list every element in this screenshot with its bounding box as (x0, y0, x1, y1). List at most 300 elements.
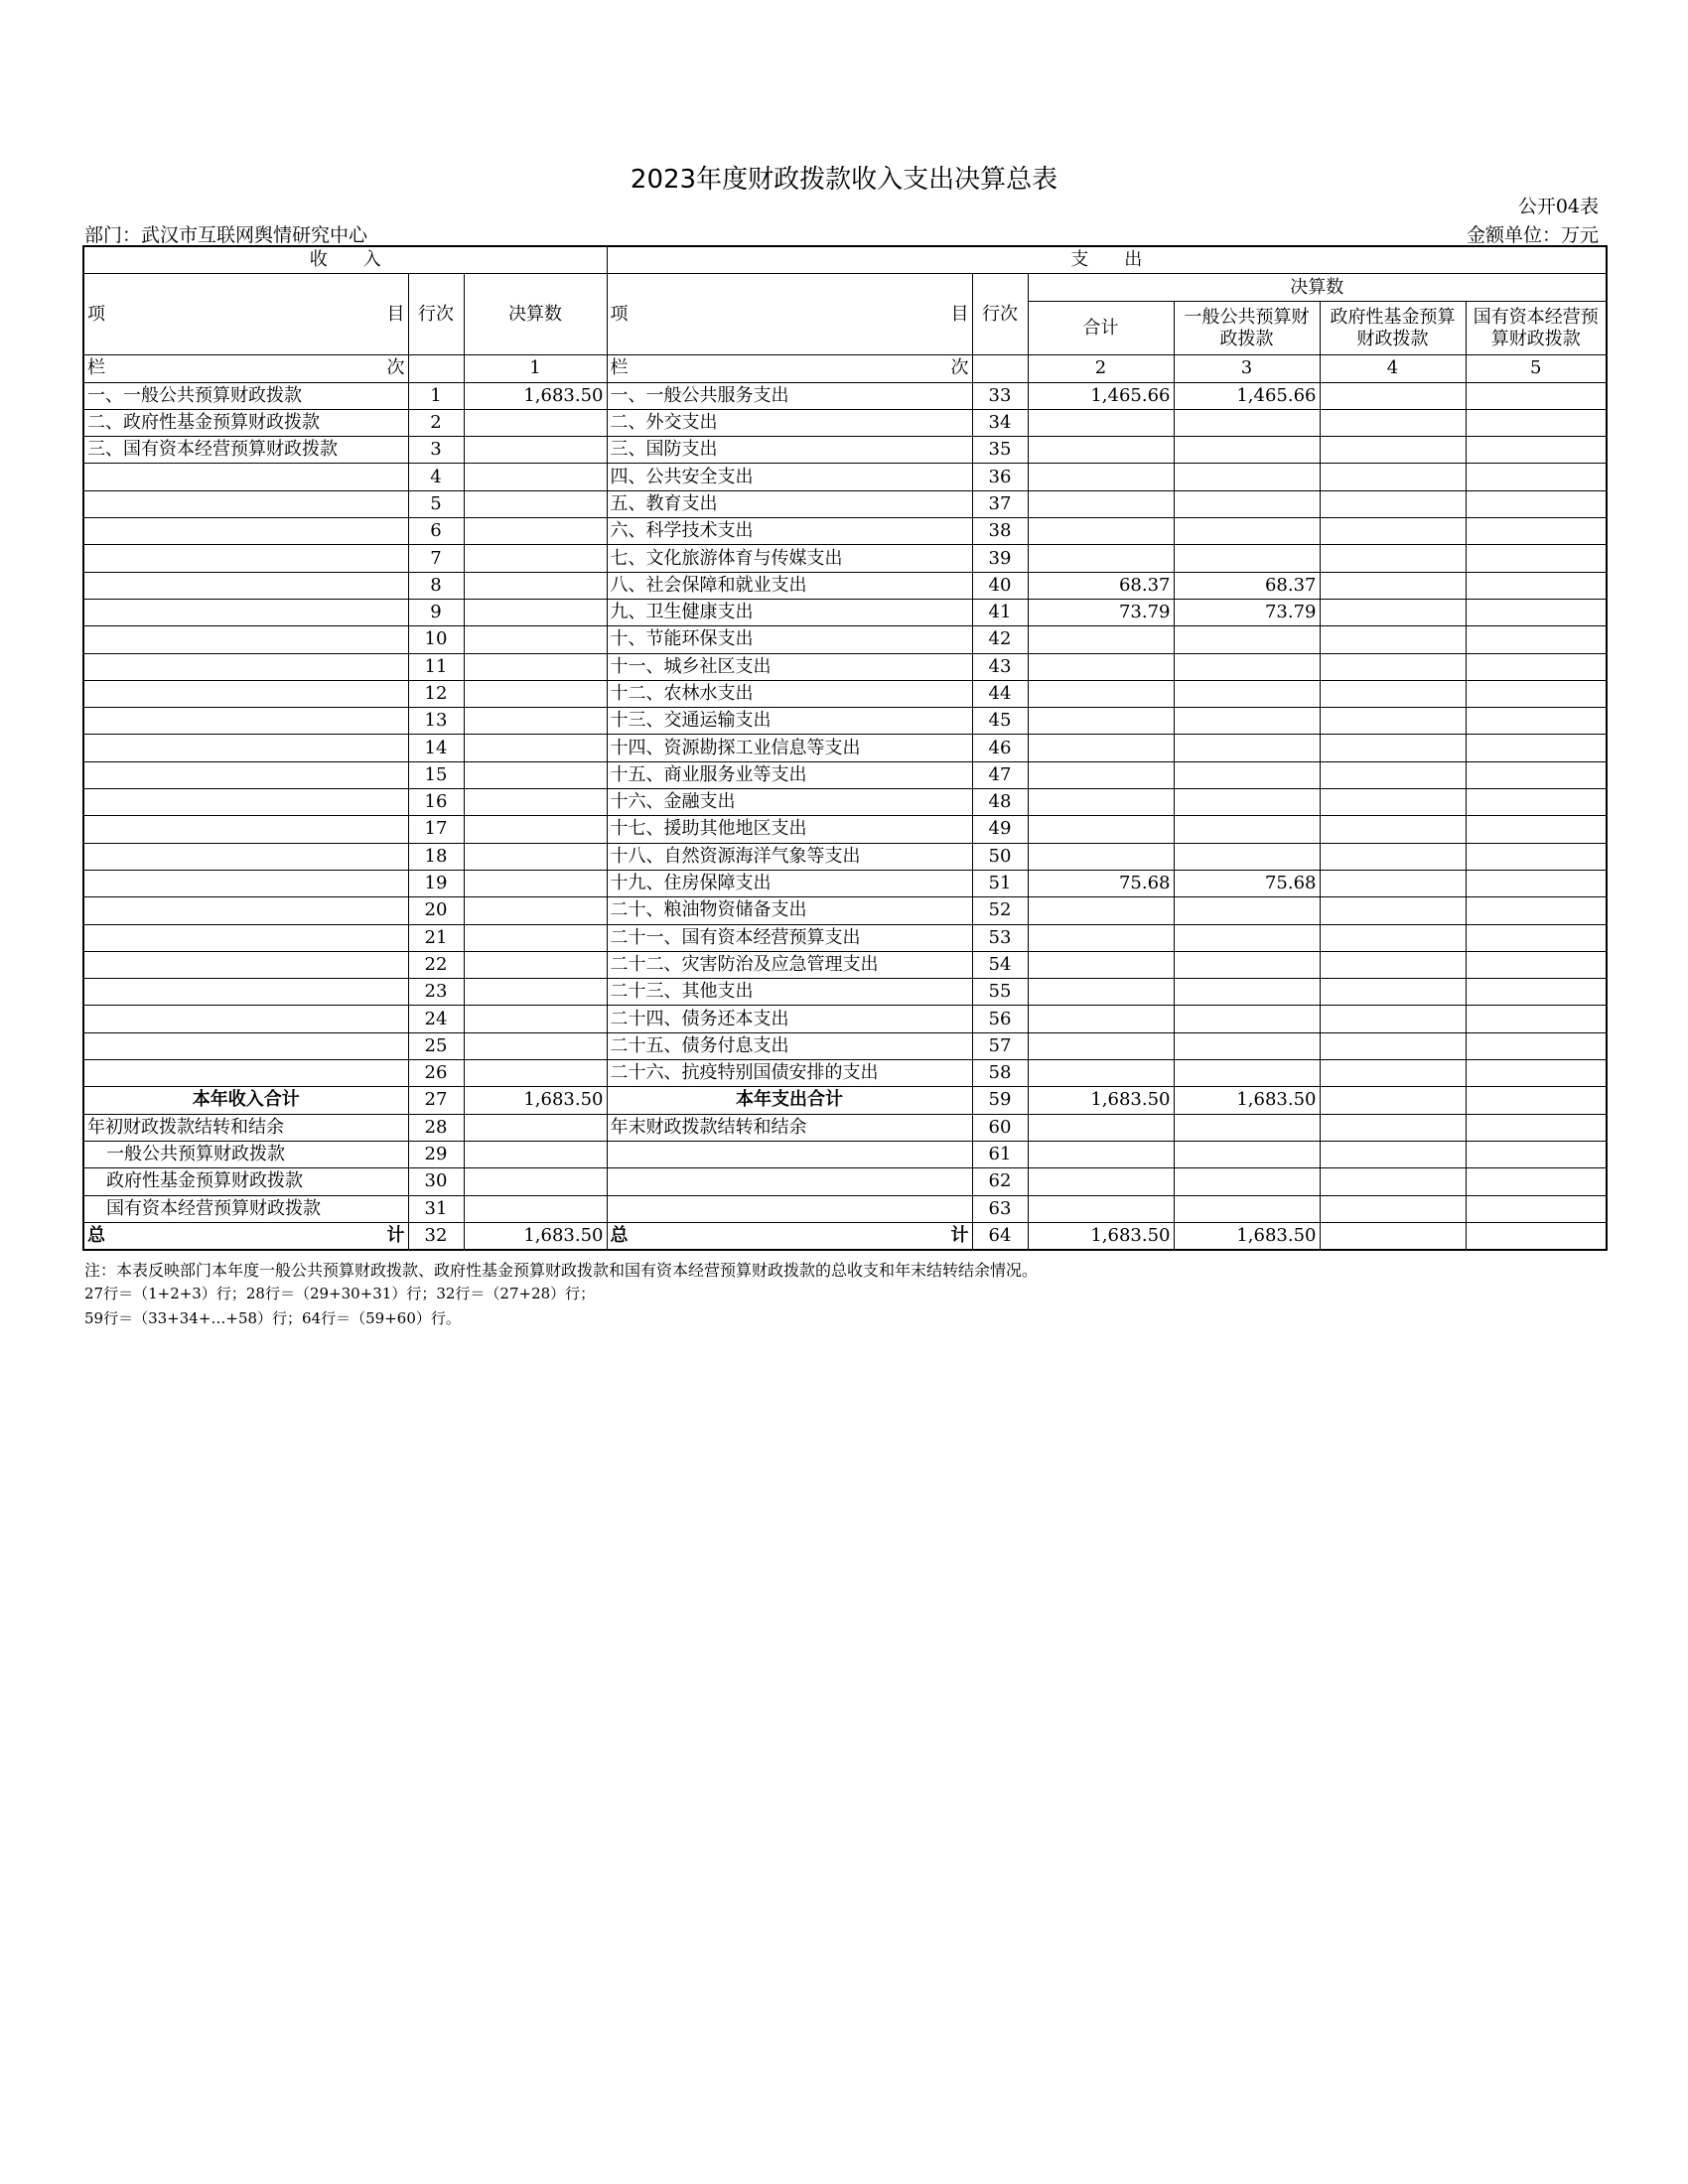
income-row-no: 5 (408, 490, 464, 517)
unit-label: 金额单位：万元 (1466, 224, 1599, 246)
income-item (83, 870, 408, 896)
table-row (83, 518, 1607, 545)
expense-row-no: 35 (972, 437, 1028, 464)
expense-general (1174, 951, 1320, 978)
income-item (83, 653, 408, 680)
expense-item: 四、公共安全支出 (607, 464, 972, 490)
grand-total-expense-label: 总 计 (607, 1222, 972, 1250)
income-item-header: 项 目 (83, 274, 408, 355)
income-row-no: 11 (408, 653, 464, 680)
expense-row-no: 64 (972, 1222, 1028, 1250)
income-amount (464, 626, 607, 653)
expense-item: 二十二、灾害防治及应急管理支出 (607, 951, 972, 978)
form-code: 公开04表 (1517, 196, 1599, 217)
expense-fund (1320, 680, 1466, 707)
income-row-no: 23 (408, 979, 464, 1006)
expense-total: 1,465.66 (1028, 382, 1174, 409)
income-row-no: 29 (408, 1141, 464, 1167)
table-row (83, 870, 1607, 896)
table-row (83, 924, 1607, 951)
carry-row (83, 1195, 1607, 1222)
expense-fund (1320, 979, 1466, 1006)
expense-general (1174, 518, 1320, 545)
income-item (83, 518, 408, 545)
income-item (83, 680, 408, 707)
expense-total (1028, 843, 1174, 870)
expense-row-no: 60 (972, 1114, 1028, 1141)
table-row (83, 951, 1607, 978)
expense-fund (1320, 490, 1466, 517)
page-title: 2023年度财政拨款收入支出决算总表 (630, 165, 1058, 195)
expense-total (1028, 979, 1174, 1006)
note-line-1: 注：本表反映部门本年度一般公共预算财政拨款、政府性基金预算财政拨款和国有资本经营预算财政拨款的总收支和年末结转结余情况。 (84, 1261, 1039, 1280)
income-amount (464, 1195, 607, 1222)
expense-row-no: 34 (972, 409, 1028, 436)
expense-total: 1,683.50 (1028, 1222, 1174, 1250)
expense-row-no: 52 (972, 897, 1028, 924)
income-item: 三、国有资本经营预算财政拨款 (83, 437, 408, 464)
expense-soe (1466, 680, 1607, 707)
expense-fund (1320, 1032, 1466, 1059)
income-item (83, 626, 408, 653)
expense-general (1174, 924, 1320, 951)
expense-soe (1466, 924, 1607, 951)
expense-header: 支 出 (607, 246, 1607, 274)
expense-total (1028, 816, 1174, 843)
expense-row-no: 36 (972, 464, 1028, 490)
expense-row-no: 41 (972, 599, 1028, 625)
expense-item: 十七、援助其他地区支出 (607, 816, 972, 843)
expense-general: 73.79 (1174, 599, 1320, 625)
expense-general (1174, 1006, 1320, 1032)
expense-empty (1466, 1195, 1607, 1222)
income-item (83, 897, 408, 924)
income-amount (464, 572, 607, 599)
expense-item: 六、科学技术支出 (607, 518, 972, 545)
income-row-no: 26 (408, 1060, 464, 1087)
income-amount (464, 490, 607, 517)
income-item: 政府性基金预算财政拨款 (83, 1168, 408, 1195)
expense-soe (1466, 1060, 1607, 1087)
income-amount (464, 653, 607, 680)
income-amount (464, 1060, 607, 1087)
expense-soe (1466, 518, 1607, 545)
income-row-no: 30 (408, 1168, 464, 1195)
year-expense-total-label: 本年支出合计 (607, 1087, 972, 1114)
expense-item: 十五、商业服务业等支出 (607, 761, 972, 788)
table-row (83, 1032, 1607, 1059)
expense-soe (1466, 1222, 1607, 1250)
expense-empty (1466, 1141, 1607, 1167)
income-amount (464, 437, 607, 464)
expense-row-no: 50 (972, 843, 1028, 870)
expense-total (1028, 545, 1174, 572)
expense-item: 十八、自然资源海洋气象等支出 (607, 843, 972, 870)
expense-empty (1320, 1141, 1466, 1167)
lan-ci-empty (972, 355, 1028, 382)
expense-row-no: 53 (972, 924, 1028, 951)
col-number-4: 4 (1320, 355, 1466, 382)
expense-total (1028, 518, 1174, 545)
income-item (83, 924, 408, 951)
income-amount (464, 1006, 607, 1032)
income-row-no: 21 (408, 924, 464, 951)
expense-general (1174, 464, 1320, 490)
income-row-no: 20 (408, 897, 464, 924)
expense-soe (1466, 382, 1607, 409)
income-item: 国有资本经营预算财政拨款 (83, 1195, 408, 1222)
expense-row-no: 54 (972, 951, 1028, 978)
income-amount (464, 897, 607, 924)
expense-total (1028, 789, 1174, 816)
income-item: 二、政府性基金预算财政拨款 (83, 409, 408, 436)
table-row (83, 979, 1607, 1006)
expense-row-no: 61 (972, 1141, 1028, 1167)
expense-empty (1174, 1168, 1320, 1195)
expense-total (1028, 1060, 1174, 1087)
expense-general (1174, 761, 1320, 788)
expense-soe (1466, 951, 1607, 978)
lan-ci-empty (408, 355, 464, 382)
income-amount (464, 680, 607, 707)
income-row-no: 17 (408, 816, 464, 843)
expense-item: 十、节能环保支出 (607, 626, 972, 653)
income-amount (464, 1114, 607, 1141)
income-item (83, 708, 408, 735)
expense-item (607, 1195, 972, 1222)
income-amount (464, 979, 607, 1006)
expense-fund (1320, 897, 1466, 924)
income-item (83, 843, 408, 870)
expense-row-no: 47 (972, 761, 1028, 788)
expense-row-no: 44 (972, 680, 1028, 707)
income-item (83, 979, 408, 1006)
income-amount (464, 843, 607, 870)
expense-general (1174, 437, 1320, 464)
expense-total (1028, 680, 1174, 707)
income-row-no: 32 (408, 1222, 464, 1250)
expense-item: 二十、粮油物资储备支出 (607, 897, 972, 924)
expense-fund (1320, 626, 1466, 653)
year-income-total-label: 本年收入合计 (83, 1087, 408, 1114)
col-soe-header: 国有资本经营预算财政拨款 (1466, 302, 1607, 355)
expense-soe (1466, 789, 1607, 816)
expense-fund (1320, 870, 1466, 896)
table-row (83, 708, 1607, 735)
expense-fund (1320, 653, 1466, 680)
expense-fund (1320, 843, 1466, 870)
expense-fund (1320, 924, 1466, 951)
expense-general (1174, 735, 1320, 761)
table-row (83, 599, 1607, 625)
table-row (83, 843, 1607, 870)
table-row (83, 680, 1607, 707)
income-row-no: 24 (408, 1006, 464, 1032)
expense-general (1174, 490, 1320, 517)
expense-total: 75.68 (1028, 870, 1174, 896)
carry-row (83, 1168, 1607, 1195)
expense-soe (1466, 626, 1607, 653)
expense-soe (1466, 572, 1607, 599)
income-amount (464, 761, 607, 788)
expense-general (1174, 979, 1320, 1006)
expense-row-no: 55 (972, 979, 1028, 1006)
expense-general: 75.68 (1174, 870, 1320, 896)
expense-empty (1028, 1195, 1174, 1222)
expense-fund (1320, 518, 1466, 545)
col-general-header: 一般公共预算财政拨款 (1174, 302, 1320, 355)
grand-total-row (83, 1222, 1607, 1250)
expense-row-no: 48 (972, 789, 1028, 816)
expense-empty (1320, 1195, 1466, 1222)
income-row-no: 27 (408, 1087, 464, 1114)
income-row-no: 2 (408, 409, 464, 436)
expense-item (607, 1141, 972, 1167)
budget-summary-table (82, 245, 1608, 1251)
income-row-no: 1 (408, 382, 464, 409)
expense-item: 七、文化旅游体育与传媒支出 (607, 545, 972, 572)
expense-general: 1,465.66 (1174, 382, 1320, 409)
expense-row-no: 33 (972, 382, 1028, 409)
expense-fund (1320, 816, 1466, 843)
expense-row-no: 46 (972, 735, 1028, 761)
income-item (83, 789, 408, 816)
carry-row (83, 1114, 1607, 1141)
income-row-no: 14 (408, 735, 464, 761)
income-row-no: 18 (408, 843, 464, 870)
expense-total (1028, 437, 1174, 464)
income-row-no: 28 (408, 1114, 464, 1141)
expense-total: 73.79 (1028, 599, 1174, 625)
expense-row-no: 51 (972, 870, 1028, 896)
table-row (83, 464, 1607, 490)
expense-soe (1466, 437, 1607, 464)
expense-total (1028, 761, 1174, 788)
income-item: 一般公共预算财政拨款 (83, 1141, 408, 1167)
year-total-row (83, 1087, 1607, 1114)
income-row-no: 7 (408, 545, 464, 572)
expense-fund (1320, 572, 1466, 599)
income-row-no: 25 (408, 1032, 464, 1059)
department-label: 部门：武汉市互联网舆情研究中心 (84, 224, 368, 246)
expense-total (1028, 490, 1174, 517)
expense-fund (1320, 708, 1466, 735)
expense-empty (1174, 1195, 1320, 1222)
income-row-no: 6 (408, 518, 464, 545)
expense-general (1174, 897, 1320, 924)
expense-soe (1466, 979, 1607, 1006)
income-item (83, 816, 408, 843)
income-item (83, 951, 408, 978)
table-row (83, 653, 1607, 680)
col-number-5: 5 (1466, 355, 1607, 382)
income-amount (464, 924, 607, 951)
expense-row-no: 56 (972, 1006, 1028, 1032)
expense-total (1028, 1032, 1174, 1059)
expense-fund (1320, 951, 1466, 978)
expense-soe (1466, 1087, 1607, 1114)
expense-item: 九、卫生健康支出 (607, 599, 972, 625)
table-row (83, 437, 1607, 464)
expense-item-header: 项 目 (607, 274, 972, 355)
expense-item: 年末财政拨款结转和结余 (607, 1114, 972, 1141)
expense-soe (1466, 653, 1607, 680)
expense-empty (1320, 1168, 1466, 1195)
expense-total (1028, 897, 1174, 924)
table-row (83, 735, 1607, 761)
expense-general (1174, 680, 1320, 707)
income-amount (464, 789, 607, 816)
expense-general (1174, 409, 1320, 436)
expense-fund (1320, 409, 1466, 436)
expense-total (1028, 464, 1174, 490)
expense-empty (1028, 1114, 1174, 1141)
expense-row-no: 39 (972, 545, 1028, 572)
expense-general: 68.37 (1174, 572, 1320, 599)
expense-item: 二十六、抗疫特别国债安排的支出 (607, 1060, 972, 1087)
table-row (83, 789, 1607, 816)
lan-ci-label: 栏 次 (607, 355, 972, 382)
income-item: 一、一般公共预算财政拨款 (83, 382, 408, 409)
table-row (83, 897, 1607, 924)
expense-fund (1320, 545, 1466, 572)
income-amount (464, 464, 607, 490)
expense-row-no: 62 (972, 1168, 1028, 1195)
table-row (83, 382, 1607, 409)
expense-row-no: 49 (972, 816, 1028, 843)
expense-item: 二十五、债务付息支出 (607, 1032, 972, 1059)
expense-soe (1466, 897, 1607, 924)
expense-fund (1320, 761, 1466, 788)
expense-empty (1028, 1141, 1174, 1167)
income-amount (464, 951, 607, 978)
expense-item: 十二、农林水支出 (607, 680, 972, 707)
expense-total (1028, 708, 1174, 735)
income-row-no-header: 行次 (408, 274, 464, 355)
expense-item (607, 1168, 972, 1195)
income-item (83, 490, 408, 517)
col-number-3: 3 (1174, 355, 1320, 382)
expense-soe (1466, 761, 1607, 788)
expense-item: 三、国防支出 (607, 437, 972, 464)
expense-soe (1466, 599, 1607, 625)
expense-soe (1466, 1006, 1607, 1032)
income-item (83, 1006, 408, 1032)
expense-item: 二、外交支出 (607, 409, 972, 436)
expense-empty (1174, 1114, 1320, 1141)
expense-total (1028, 951, 1174, 978)
expense-fund (1320, 1087, 1466, 1114)
grand-total-income-label: 总 计 (83, 1222, 408, 1250)
income-amount (464, 816, 607, 843)
income-item: 年初财政拨款结转和结余 (83, 1114, 408, 1141)
table-row (83, 761, 1607, 788)
income-item (83, 1060, 408, 1087)
table-row (83, 572, 1607, 599)
income-header: 收 入 (83, 246, 607, 274)
expense-soe (1466, 870, 1607, 896)
expense-general (1174, 708, 1320, 735)
expense-soe (1466, 464, 1607, 490)
expense-general (1174, 843, 1320, 870)
expense-total (1028, 735, 1174, 761)
income-row-no: 31 (408, 1195, 464, 1222)
expense-empty (1174, 1141, 1320, 1167)
expense-fund (1320, 437, 1466, 464)
income-item (83, 735, 408, 761)
income-item (83, 599, 408, 625)
expense-empty (1466, 1168, 1607, 1195)
expense-empty (1320, 1114, 1466, 1141)
expense-general (1174, 1060, 1320, 1087)
expense-fund (1320, 382, 1466, 409)
expense-item: 二十一、国有资本经营预算支出 (607, 924, 972, 951)
expense-soe (1466, 490, 1607, 517)
expense-soe (1466, 409, 1607, 436)
expense-total: 1,683.50 (1028, 1087, 1174, 1114)
table-row (83, 490, 1607, 517)
expense-total (1028, 924, 1174, 951)
expense-soe (1466, 1032, 1607, 1059)
expense-fund (1320, 1060, 1466, 1087)
expense-item: 二十三、其他支出 (607, 979, 972, 1006)
col-fund-header: 政府性基金预算财政拨款 (1320, 302, 1466, 355)
income-amount (464, 409, 607, 436)
expense-item: 十一、城乡社区支出 (607, 653, 972, 680)
lan-ci-label: 栏 次 (83, 355, 408, 382)
income-row-no: 9 (408, 599, 464, 625)
income-row-no: 19 (408, 870, 464, 896)
income-amount (464, 1032, 607, 1059)
expense-fund (1320, 735, 1466, 761)
note-line-2: 27行＝（1+2+3）行；28行＝（29+30+31）行；32行＝（27+28）行； (84, 1285, 596, 1302)
income-row-no: 4 (408, 464, 464, 490)
final-amount-group-header: 决算数 (1028, 274, 1607, 302)
income-amount: 1,683.50 (464, 382, 607, 409)
expense-empty (1028, 1168, 1174, 1195)
expense-total (1028, 626, 1174, 653)
income-item (83, 572, 408, 599)
expense-general (1174, 545, 1320, 572)
expense-item: 十九、住房保障支出 (607, 870, 972, 896)
expense-general (1174, 626, 1320, 653)
income-item (83, 1032, 408, 1059)
income-row-no: 15 (408, 761, 464, 788)
expense-item: 二十四、债务还本支出 (607, 1006, 972, 1032)
expense-row-no: 38 (972, 518, 1028, 545)
income-amount (464, 735, 607, 761)
expense-soe (1466, 735, 1607, 761)
expense-general (1174, 816, 1320, 843)
col-number-2: 2 (1028, 355, 1174, 382)
expense-total (1028, 653, 1174, 680)
income-item (83, 545, 408, 572)
expense-row-no-header: 行次 (972, 274, 1028, 355)
expense-fund (1320, 1222, 1466, 1250)
expense-item: 五、教育支出 (607, 490, 972, 517)
income-row-no: 22 (408, 951, 464, 978)
table-row (83, 1060, 1607, 1087)
income-amount (464, 708, 607, 735)
expense-soe (1466, 843, 1607, 870)
note-line-3: 59行＝（33+34+…+58）行；64行＝（59+60）行。 (84, 1309, 461, 1327)
income-amount (464, 599, 607, 625)
expense-general (1174, 789, 1320, 816)
expense-fund (1320, 789, 1466, 816)
income-row-no: 3 (408, 437, 464, 464)
expense-total (1028, 409, 1174, 436)
income-amount (464, 545, 607, 572)
